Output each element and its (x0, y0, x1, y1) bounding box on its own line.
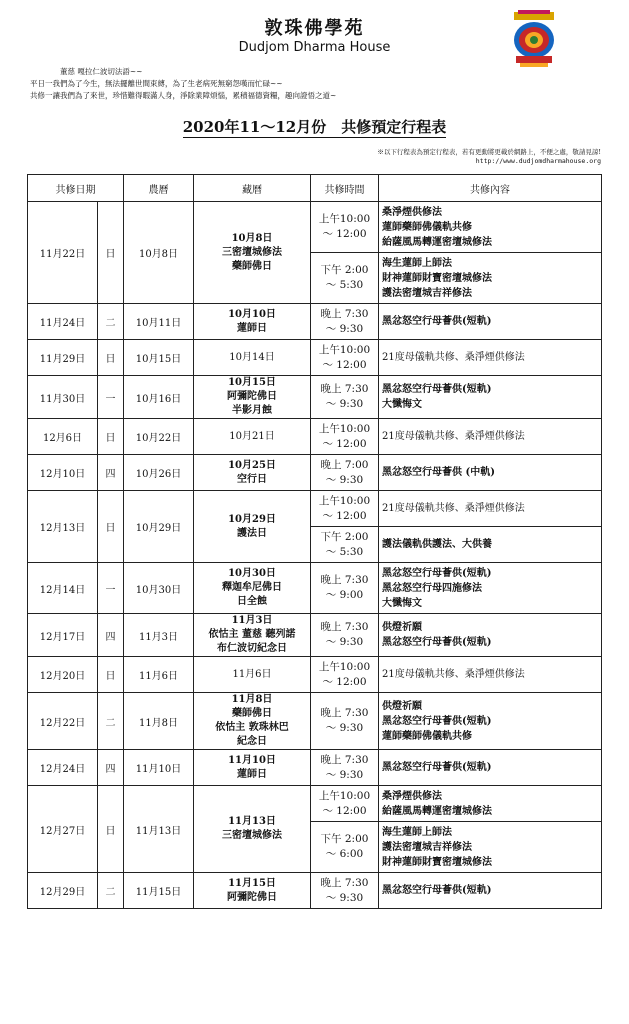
tibetan-date-cell (194, 304, 311, 340)
tibetan-line: 藥師佛日 (232, 708, 272, 719)
time-start: 晚上 7:30 (320, 753, 369, 766)
lunar-date-cell: 11月8日 (124, 693, 194, 750)
table-row (28, 304, 602, 340)
session-content-cell (379, 376, 602, 419)
column-header-lunar: 農曆 (124, 175, 194, 202)
weekday-cell: 日 (98, 340, 124, 376)
content-line: 21度母儀軌共修、桑淨煙供修法 (382, 669, 525, 680)
time-end: ～ 9:30 (325, 891, 364, 904)
content-line: 黑忿怒空行母薈供(短軌) (382, 885, 492, 896)
table-row (28, 786, 602, 822)
tibetan-line: 10月15日 (228, 377, 276, 388)
session-content-cell (379, 527, 602, 563)
tibetan-line: 依怙主 敦珠林巴 (215, 722, 289, 733)
content-line: 黑忿怒空行母四施修法 (382, 582, 482, 594)
content-line: 21度母儀軌共修、桑淨煙供修法 (382, 431, 525, 442)
weekday-cell: 二 (98, 304, 124, 340)
schedule-table (27, 174, 602, 909)
tibetan-date-cell (194, 873, 311, 909)
time-start: 下午 2:00 (320, 530, 369, 543)
time-end: ～ 5:30 (325, 279, 364, 291)
tibetan-line: 10月21日 (229, 430, 275, 442)
tibetan-date-cell (194, 340, 311, 376)
tibetan-line: 11月8日 (231, 694, 273, 705)
content-line: 紿薩風馬轉運密壇城修法 (382, 236, 492, 248)
date-cell: 12月20日 (28, 657, 98, 693)
tibetan-date-cell (194, 491, 311, 563)
tibetan-date-cell (194, 202, 311, 304)
column-header-tibetan: 藏曆 (194, 175, 311, 202)
weekday-cell: 日 (98, 657, 124, 693)
weekday-cell: 日 (98, 491, 124, 563)
page-header (0, 0, 629, 120)
weekday-cell: 四 (98, 614, 124, 657)
content-line: 黑忿怒空行母薈供(短軌) (382, 316, 492, 327)
time-end: ～ 9:00 (325, 589, 364, 601)
content-line: 紿薩風馬轉運密壇城修法 (382, 805, 492, 817)
date-cell: 12月27日 (28, 786, 98, 873)
time-end: ～ 6:00 (325, 848, 364, 860)
weekday-cell: 日 (98, 419, 124, 455)
time-end: ～ 12:00 (322, 358, 367, 371)
time-end: ～ 12:00 (322, 804, 367, 817)
session-content-cell (379, 455, 602, 491)
date-cell: 11月29日 (28, 340, 98, 376)
weekday-cell: 一 (98, 376, 124, 419)
tibetan-line: 布仁波切紀念日 (217, 643, 287, 654)
table-row (28, 455, 602, 491)
lunar-date-cell: 10月11日 (124, 304, 194, 340)
time-end: ～ 9:30 (325, 722, 364, 734)
lunar-date-cell: 10月16日 (124, 376, 194, 419)
time-start: 晚上 7:30 (320, 307, 369, 320)
quote-line: 共修一讓我們為了來世，珍惜難得暇滿人身，淨除業障煩惱，累積福德資糧，趣向證悟之道~ (30, 91, 337, 100)
table-row (28, 419, 602, 455)
session-content-cell (379, 657, 602, 693)
session-time-cell (311, 786, 379, 822)
date-cell: 12月17日 (28, 614, 98, 657)
time-start: 上午10:00 (318, 789, 371, 802)
tibetan-date-cell (194, 563, 311, 614)
time-start: 晚上 7:30 (320, 707, 369, 719)
column-header-date: 共修日期 (28, 175, 124, 202)
date-cell: 12月14日 (28, 563, 98, 614)
date-cell: 11月22日 (28, 202, 98, 304)
quote-line: 董慈 嘎拉仁波切法語~~ (60, 67, 143, 76)
column-header-content: 共修內容 (379, 175, 602, 202)
table-row (28, 202, 602, 253)
weekday-cell: 一 (98, 563, 124, 614)
table-row (28, 750, 602, 786)
tibetan-line: 日全蝕 (237, 596, 267, 607)
tibetan-line: 蓮師日 (237, 768, 267, 780)
session-time-cell (311, 202, 379, 253)
time-start: 晚上 7:00 (320, 458, 369, 471)
tibetan-line: 10月30日 (228, 568, 276, 579)
session-time-cell (311, 304, 379, 340)
session-content-cell (379, 822, 602, 873)
session-time-cell (311, 455, 379, 491)
time-end: ～ 9:30 (325, 322, 364, 335)
content-line: 21度母儀軌共修、桑淨煙供修法 (382, 352, 525, 363)
table-row (28, 491, 602, 527)
time-start: 上午10:00 (318, 494, 371, 507)
lunar-date-cell: 10月15日 (124, 340, 194, 376)
session-time-cell (311, 750, 379, 786)
org-title-chinese: 敦珠佛學苑 (264, 18, 365, 39)
lunar-date-cell: 11月13日 (124, 786, 194, 873)
session-content-cell (379, 340, 602, 376)
content-line: 黑忿怒空行母薈供(短軌) (382, 384, 492, 395)
tibetan-line: 護法日 (237, 527, 267, 539)
schedule-notice (377, 148, 601, 166)
date-cell: 12月22日 (28, 693, 98, 750)
content-line: 黑忿怒空行母薈供(短軌) (382, 567, 492, 579)
session-content-cell (379, 253, 602, 304)
time-start: 下午 2:00 (320, 833, 369, 845)
tibetan-line: 紀念日 (237, 736, 267, 747)
time-start: 晚上 7:30 (320, 383, 369, 395)
content-line: 財神蓮師財寶密壇城修法 (382, 272, 492, 284)
tibetan-date-cell (194, 750, 311, 786)
time-end: ～ 12:00 (322, 675, 367, 688)
time-start: 上午10:00 (318, 343, 371, 356)
website-link[interactable]: http://www.dudjomdharmahouse.org (475, 157, 601, 165)
content-line: 黑忿怒空行母薈供(短軌) (382, 715, 492, 727)
session-content-cell (379, 786, 602, 822)
content-line: 護法儀軌供護法、大供養 (382, 539, 492, 550)
session-time-cell (311, 340, 379, 376)
session-time-cell (311, 822, 379, 873)
tibetan-line: 10月25日 (228, 459, 276, 471)
table-row (28, 614, 602, 657)
quote-line: 平日一我們為了今生，無法擺離世間束縛，為了生老病死無窮怨嘆而忙碌~~ (30, 79, 283, 88)
lunar-date-cell: 11月10日 (124, 750, 194, 786)
table-row (28, 657, 602, 693)
tibetan-line: 10月14日 (229, 351, 275, 363)
date-cell: 12月10日 (28, 455, 98, 491)
tibetan-date-cell (194, 786, 311, 873)
time-end: ～ 5:30 (325, 545, 364, 558)
content-line: 蓮師藥師佛儀軌共修 (382, 730, 472, 742)
tibetan-line: 空行日 (237, 473, 267, 485)
tibetan-line: 半影月蝕 (232, 405, 272, 416)
session-time-cell (311, 376, 379, 419)
time-start: 晚上 7:30 (320, 876, 369, 889)
tibetan-line: 釋迦牟尼佛日 (222, 582, 282, 593)
session-content-cell (379, 563, 602, 614)
weekday-cell: 日 (98, 786, 124, 873)
session-content-cell (379, 614, 602, 657)
session-time-cell (311, 491, 379, 527)
session-time-cell (311, 563, 379, 614)
session-time-cell (311, 693, 379, 750)
tibetan-line: 藥師佛日 (232, 260, 272, 272)
lunar-date-cell: 10月29日 (124, 491, 194, 563)
lunar-date-cell: 10月8日 (124, 202, 194, 304)
time-start: 上午10:00 (318, 660, 371, 673)
tibetan-line: 10月8日 (231, 232, 273, 244)
content-line: 海生蓮師上師法 (382, 257, 452, 269)
lunar-date-cell: 11月15日 (124, 873, 194, 909)
master-quote (30, 66, 530, 102)
session-time-cell (311, 614, 379, 657)
tibetan-line: 11月6日 (232, 668, 272, 680)
lunar-date-cell: 11月3日 (124, 614, 194, 657)
content-line: 黑忿怒空行母薈供(短軌) (382, 762, 492, 773)
table-header-row (28, 175, 602, 202)
session-content-cell (379, 491, 602, 527)
tibetan-line: 11月10日 (228, 754, 276, 766)
weekday-cell: 二 (98, 693, 124, 750)
session-time-cell (311, 873, 379, 909)
content-line: 21度母儀軌共修、桑淨煙供修法 (382, 503, 525, 514)
weekday-cell: 日 (98, 202, 124, 304)
table-row (28, 873, 602, 909)
session-time-cell (311, 253, 379, 304)
lunar-date-cell: 10月22日 (124, 419, 194, 455)
table-row (28, 340, 602, 376)
tibetan-date-cell (194, 657, 311, 693)
content-line: 黑忿怒空行母薈供 (中軌) (382, 467, 495, 478)
lunar-date-cell: 11月6日 (124, 657, 194, 693)
column-header-time: 共修時間 (311, 175, 379, 202)
emblem-logo-icon (510, 10, 558, 68)
tibetan-line: 10月29日 (228, 513, 276, 525)
table-row (28, 693, 602, 750)
time-end: ～ 12:00 (322, 228, 367, 240)
date-cell: 12月6日 (28, 419, 98, 455)
notice-text: ※以下行程表為預定行程表，若有更動將更載於網路上，不便之處，敬請見諒! (377, 148, 601, 156)
content-line: 海生蓮師上師法 (382, 826, 452, 838)
tibetan-line: 10月10日 (228, 308, 276, 320)
time-start: 晚上 7:30 (320, 574, 369, 586)
time-start: 下午 2:00 (320, 264, 369, 276)
tibetan-line: 阿彌陀佛日 (227, 891, 277, 903)
time-end: ～ 9:30 (325, 398, 364, 410)
time-start: 上午10:00 (318, 213, 371, 225)
session-time-cell (311, 527, 379, 563)
content-line: 桑淨煙供修法 (382, 206, 442, 218)
content-line: 財神蓮師財寶密壇城修法 (382, 856, 492, 868)
table-row (28, 376, 602, 419)
session-content-cell (379, 202, 602, 253)
time-end: ～ 9:30 (325, 768, 364, 781)
tibetan-date-cell (194, 455, 311, 491)
tibetan-date-cell (194, 614, 311, 657)
content-line: 護法密壇城吉祥修法 (382, 287, 472, 299)
date-cell: 11月30日 (28, 376, 98, 419)
content-line: 供燈祈願 (382, 700, 422, 712)
time-end: ～ 12:00 (322, 437, 367, 450)
content-line: 黑忿怒空行母薈供(短軌) (382, 637, 492, 648)
tibetan-line: 阿彌陀佛日 (227, 391, 277, 402)
session-content-cell (379, 693, 602, 750)
tibetan-date-cell (194, 376, 311, 419)
content-line: 護法密壇城吉祥修法 (382, 841, 472, 853)
time-start: 晚上 7:30 (320, 621, 369, 633)
tibetan-line: 三密壇城修法 (222, 246, 282, 258)
session-content-cell (379, 419, 602, 455)
date-cell: 12月24日 (28, 750, 98, 786)
weekday-cell: 二 (98, 873, 124, 909)
content-line: 桑淨煙供修法 (382, 790, 442, 802)
session-content-cell (379, 750, 602, 786)
tibetan-line: 11月3日 (231, 615, 273, 626)
date-cell: 12月29日 (28, 873, 98, 909)
schedule-title: 2020年11～12月份 共修預定行程表 (182, 118, 447, 136)
content-line: 大懺悔文 (382, 597, 422, 609)
date-cell: 12月13日 (28, 491, 98, 563)
tibetan-line: 依怙主 董慈 聽列諾 (208, 629, 296, 640)
lunar-date-cell: 10月26日 (124, 455, 194, 491)
tibetan-line: 11月15日 (228, 877, 276, 889)
time-end: ～ 9:30 (325, 473, 364, 486)
table-row (28, 563, 602, 614)
tibetan-line: 蓮師日 (237, 322, 267, 334)
weekday-cell: 四 (98, 750, 124, 786)
tibetan-line: 11月13日 (228, 816, 276, 827)
org-title-english: Dudjom Dharma House (238, 40, 391, 55)
time-end: ～ 9:30 (325, 636, 364, 648)
session-content-cell (379, 304, 602, 340)
tibetan-line: 三密壇城修法 (222, 830, 282, 841)
lunar-date-cell: 10月30日 (124, 563, 194, 614)
date-cell: 11月24日 (28, 304, 98, 340)
time-start: 上午10:00 (318, 422, 371, 435)
time-end: ～ 12:00 (322, 509, 367, 522)
tibetan-date-cell (194, 419, 311, 455)
tibetan-date-cell (194, 693, 311, 750)
content-line: 供燈祈願 (382, 622, 422, 633)
session-time-cell (311, 657, 379, 693)
session-content-cell (379, 873, 602, 909)
content-line: 大懺悔文 (382, 399, 422, 410)
content-line: 蓮師藥師佛儀軌共修 (382, 221, 472, 233)
weekday-cell: 四 (98, 455, 124, 491)
session-time-cell (311, 419, 379, 455)
